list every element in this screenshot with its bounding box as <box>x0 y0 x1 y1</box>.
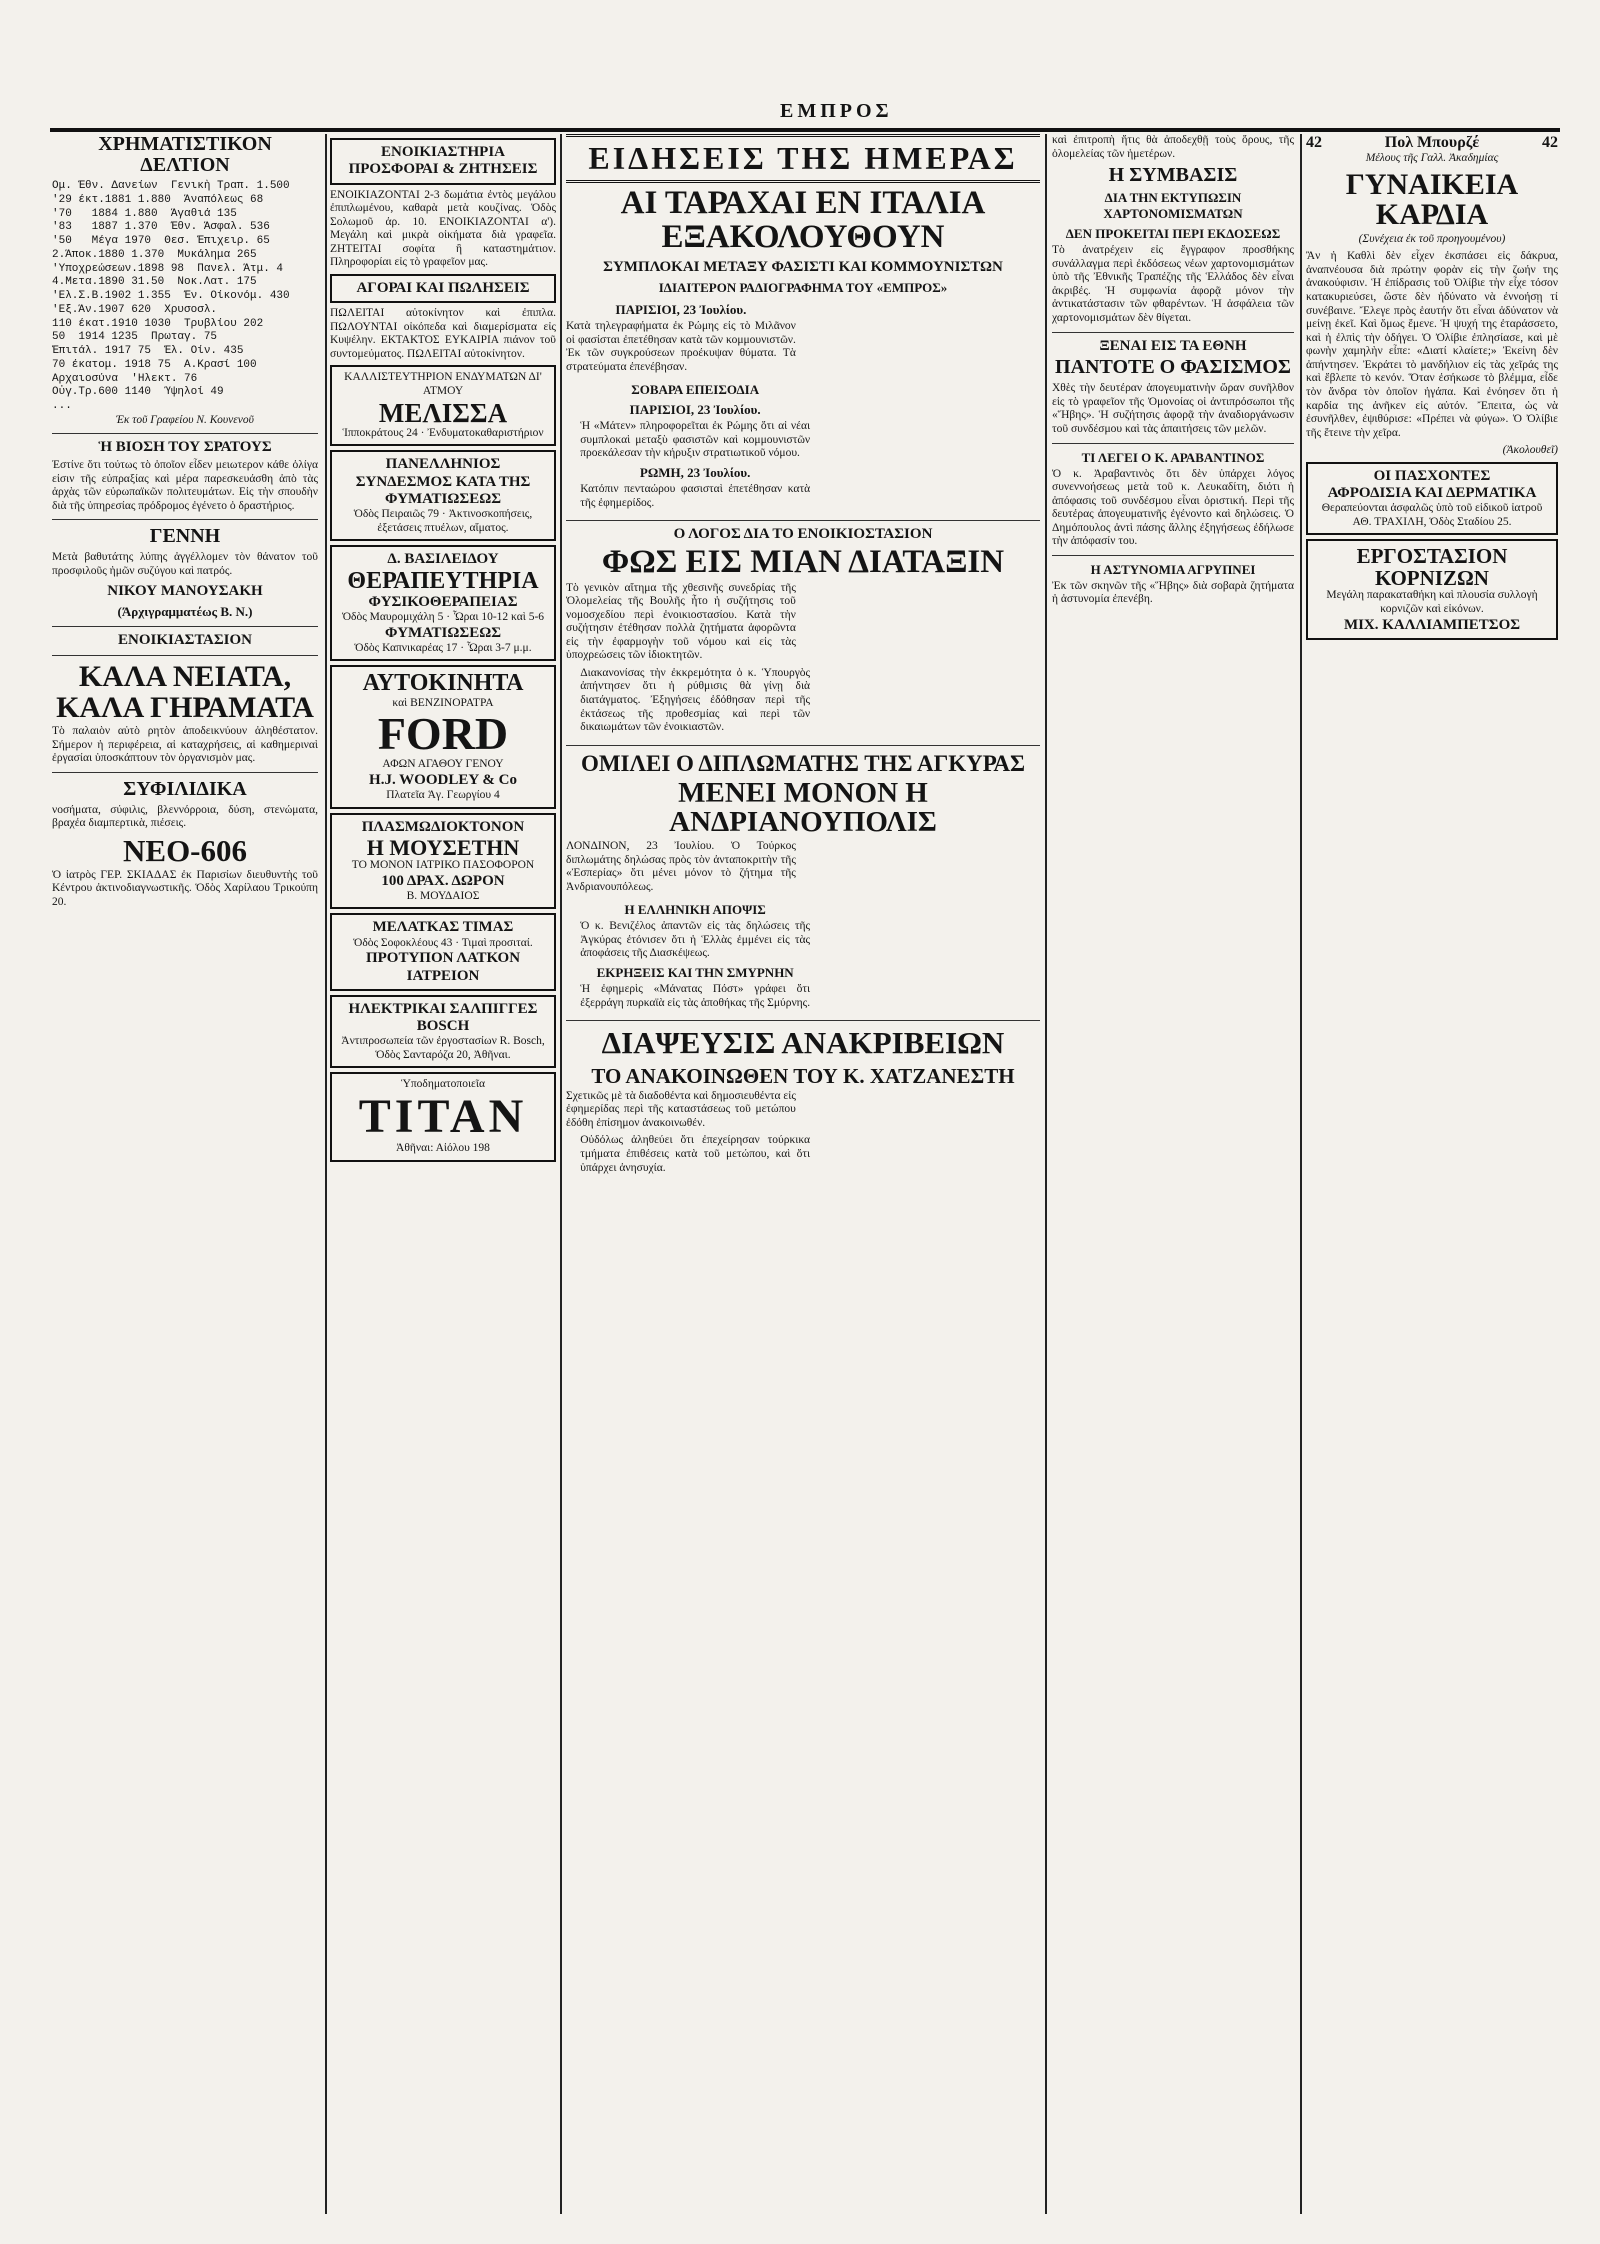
article-text: Κατόπιν πενταώρου φασισταὶ ἐπετέθησαν κατὰ τῆς ἐφημερίδος. <box>580 483 811 509</box>
melissa-ad <box>330 365 556 446</box>
ad-company: H.J. WOODLEY & Co <box>369 771 517 788</box>
ad-address: Ἀθῆναι: Αἰόλου 198 <box>396 1142 490 1155</box>
ad-subtitle: ΦΥΜΑΤΙΩΣΕΩΣ <box>384 624 502 641</box>
ad-heading: ΣΥΦΙΛΙΔΙΚΑ <box>123 777 247 800</box>
ad-subtitle: ΠΡΟΤΥΠΟΝ ΛΑΤΚΟΝ ΙΑΤΡΕΙΟΝ <box>365 950 521 984</box>
column-1 <box>52 134 318 2214</box>
article-text: Ἡ ἐφημερὶς «Μάνατας Πόστ» γράφει ὅτι ἐξερράγη πυρκαϊὰ εἰς τὰς ἀποθήκας τῆς Σμύρνης. <box>580 982 811 1009</box>
ad-text: Μεγάλη παρακαταθήκη καὶ πλουσία συλλογὴ κορνιζῶν καὶ εἰκόνων. <box>1326 589 1538 616</box>
article-text: Έστίνε ὅτι τούτως τὸ ὁποῖον εἶδεν μειωτερον κάθε ὀλίγα εἰσιν τῆς εὐπραξίας καὶ μέρα παρεσκευάσθη ἀπὸ τὰς ἀρχὰς τῶν εὐρωπαϊκῶν πολιτευμάτων. Εἰς τὴν σπουδὴν διὰ τῆς ὑπηρεσίας πρόδρομος ἐγένετο ὁ δραστήριος. <box>52 459 318 512</box>
article-text: Σχετικῶς μὲ τὰ διαδοθέντα καὶ δημοσιευθέντα εἰς ἐφημερίδας περὶ τῆς καταστάσεως τοῦ μετώπου ἐδόθη ἐπίσημον ἀνακοινωθέν. <box>566 1089 796 1129</box>
divider <box>1052 555 1294 556</box>
article-heading-big: ΠΑΝΤΟΤΕ Ο ΦΑΣΙΣΜΟΣ <box>1055 356 1291 379</box>
column-3 <box>566 134 1040 2214</box>
stock-bulletin-title: ΧΡΗΜΑΤΙΣΤΙΚΟΝ ΔΕΛΤΙΟΝ <box>98 134 272 176</box>
ad-text: Ὁδὸς Καπνικαρέας 17 · Ὧραι 3-7 μ.μ. <box>354 641 532 654</box>
ad-title: ΜΕΛΑΤΚΑΣ ΤΙΜΑΣ <box>372 919 514 936</box>
tuberculosis-ad <box>330 450 556 541</box>
clinic-ad <box>1306 462 1558 536</box>
ad-text: Ὁδὸς Μαυρομιχάλη 5 · Ὧραι 10-12 καὶ 5-6 <box>341 610 545 623</box>
ad-text: ΑΦΩΝ ΑΓΑΘΟΥ ΓΕΝΟΥ <box>382 758 504 771</box>
ad-title: ΑΥΤΟΚΙΝΗΤΑ <box>362 670 524 697</box>
notice-name: ΝΙΚΟΥ ΜΑΝΟΥΣΑΚΗ <box>107 583 263 600</box>
article-text: Ἡ «Μάτεν» πληροφορεῖται ἐκ Ρώμης ὅτι αἱ νέαι συμπλοκαὶ μεταξὺ φασιστῶν καὶ κομμουνιστῶν προεκάλεσαν τὴν κήρυξιν στρατιωτικοῦ νόμου. <box>580 420 811 460</box>
ad-name: Β. ΜΟΥΔΑΙΟΣ <box>406 889 480 902</box>
ad-subtitle: ΦΥΣΙΚΟΘΕΡΑΠΕΙΑΣ <box>368 593 518 610</box>
masthead <box>50 100 1560 132</box>
article-column <box>580 898 810 1014</box>
column-5 <box>1306 134 1558 2214</box>
ad-title: ΕΡΓΟΣΤΑΣΙΟΝ ΚΟΡΝΙΖΩΝ <box>1356 544 1508 591</box>
divider <box>52 519 318 520</box>
column-rule <box>1300 134 1302 2214</box>
dateline: ΠΑΡΙΣΙΟΙ, 23 Ἰουλίου. <box>629 402 761 418</box>
ad-reward: 100 ΔΡΑΧ. ΔΩΡΟΝ <box>381 872 505 889</box>
divider <box>52 655 318 656</box>
subheading: ΤΟ ΑΝΑΚΟΙΝΩΘΕΝ ΤΟΥ Κ. ΧΑΤΖΑΝΕΣΤΗ <box>591 1063 1015 1088</box>
subheading: Η ΕΛΛΗΝΙΚΗ ΑΠΟΨΙΣ <box>624 902 766 918</box>
article-heading: ΞΕΝΑΙ ΕΙΣ ΤΑ ΕΘΝΗ <box>1099 337 1247 354</box>
headline-denial: ΔΙΑΨΕΥΣΙΣ ΑΝΑΚΡΙΒΕΙΩΝ <box>601 1025 1005 1061</box>
headline-ankara-big: ΜΕΝΕΙ ΜΟΝΟΝ Η ΑΝΔΡΙΑΝΟΥΠΟΛΙΣ <box>669 776 937 839</box>
serial-continued: (Συνέχεια ἐκ τοῦ προηγουμένου) <box>1358 232 1506 245</box>
market-title: ΑΓΟΡΑΙ ΚΑΙ ΠΩΛΗΣΕΙΣ <box>356 279 530 296</box>
notice-subtitle: (Άρχιγραμματέως Β. Ν.) <box>117 604 253 620</box>
notice-heading: ΓΕΝΝΗ <box>149 525 221 548</box>
ad-title: ΜΕΛΙΣΣΑ <box>378 397 508 428</box>
column-rule <box>1045 134 1047 2214</box>
article-column <box>566 298 796 378</box>
ad-text: Ὁδὸς Σοφοκλέους 43 · Τιμαὶ προσιταί. <box>353 936 533 949</box>
classifieds-title: ΕΝΟΙΚΙΑΣΤΗΡΙΑ ΠΡΟΣΦΟΡΑΙ & ΖΗΤΗΣΕΙΣ <box>348 144 538 178</box>
vasileiou-ad <box>330 545 556 661</box>
stock-footer: Έκ τοῦ Γραφείου Ν. Κουνενοῦ <box>116 413 254 426</box>
article-column <box>580 667 810 739</box>
column-2 <box>330 134 556 2214</box>
article-column <box>566 840 796 898</box>
titan-ad <box>330 1072 556 1162</box>
article-column <box>580 1134 810 1179</box>
dateline: ΡΩΜΗ, 23 Ἰουλίου. <box>639 465 751 480</box>
section-title: ΕΙΔΗΣΕΙΣ ΤΗΣ ΗΜΕΡΑΣ <box>588 140 1018 176</box>
stock-table: Ομ. Έθν. Δανείων Γενικὴ Τραπ. 1.500 '29 έκτ.1881 1.880 Άναπόλεως 68 '70 1884 1.880 Άγαθιά 135 '83 1887 1.370 Έθν. Άσφαλ. 536 '50 Μέγα 1970 Θεσ. Έπιχειρ. 65 2.Άποκ.1880 1.370 Μυκάλημα 265 'Υποχρεώσεων.1898 98 Πανελ. Άτμ. 4 4.Μετα.1890 31.50 Νοκ.Λατ. 175 'Ελ.Σ.Β.1902 1.355 Έν. Οίκονόμ. 430 'Εξ.Άν.1907 620 Χρυσοσλ. 110 έκατ.1910 1030 Τρυβλίου 202 50 1914 1235 Πρωταγ. 75 Έπιτάλ. 1917 75 Έλ. Οίν. 435 70 έκατομ. 1918 75 Α.Κρασί 100 Αρχαιοσύνα 'Ηλεκτ. 76 Οὐγ.Τρ.600 1140 Ύψηλοί 49 ... <box>52 180 290 412</box>
ad-text: νοσήματα, σύφιλις, βλεννόρροια, δύση, στενώματα, βραχέα διαμπερτικὰ, πιέσεις. <box>52 803 318 830</box>
mouseion-ad <box>330 813 556 910</box>
article-heading: Ἡ ΒΙΟΣΗ ΤΟΥ ΣΡΑΤΟΥΣ <box>98 439 272 456</box>
bosch-ad <box>330 995 556 1069</box>
article-text: ΛΟΝΔΙΝΟΝ, 23 Ἰουλίου. Ὁ Τούρκος διπλωμάτης δηλώσας πρὸς τὸν ἀνταποκριτὴν τῆς «Ἐσπερίας» ὅτι μένει μόνον τὸ ζήτημα τῆς Ἀνδριανουπόλεως. <box>566 840 796 893</box>
headline-rent-big: ΦΩΣ ΕΙΣ ΜΙΑΝ ΔΙΑΤΑΞΙΝ <box>601 543 1005 580</box>
ad-title: ΘΕΡΑΠΕΥΤΗΡΙΑ <box>347 567 539 594</box>
subheading: ΔΙΑ ΤΗΝ ΕΚΤΥΠΩΣΙΝ ΧΑΡΤΟΝΟΜΙΣΜΑΤΩΝ <box>1103 190 1243 222</box>
article-text: Διακανονίσας τὴν ἐκκρεμότητα ὁ κ. Ὑπουργὸς ἀπήντησεν ὅτι ἡ ρύθμισις θὰ γίνῃ διὰ διατάγματος. Ἐξηγήσεις ἐδόθησαν περὶ τῆς ἐκτάσεως τῆς προθεσμίας καὶ περὶ τῶν δικαιωμάτων τῶν ἐνοικιαστῶν. <box>580 666 811 734</box>
subheading: ΣΟΒΑΡΑ ΕΠΕΙΣΟΔΙΑ <box>631 382 760 398</box>
ad-text: Ὁδὸς Πειραιῶς 79 · Ἀκτινοσκοπήσεις, ἐξετάσεις πτυέλων, αἵματος. <box>353 508 533 534</box>
article-text: Ἐκ τῶν σκηνῶν τῆς «Ἥβης» διὰ σοβαρὰ ζητήματα ἡ ἀστυνομία ἐπενέβη. <box>1052 579 1294 606</box>
frames-ad <box>1306 539 1558 639</box>
paper-name: ΕΜΠΡΟΣ <box>780 100 893 122</box>
ad-title: ΠΛΑΣΜΩΔΙΟΚΤΟΝΟΝ <box>361 818 525 835</box>
article-heading: Η ΣΥΜΒΑΣΙΣ <box>1108 164 1238 187</box>
divider <box>1052 443 1294 444</box>
serial-signoff: (Ἀκολουθεῖ) <box>1502 444 1558 457</box>
ad-text: Ἀντιπροσωπεία τῶν ἐργοστασίων R. Bosch, Ὁδὸς Σανταρόζα 20, Ἀθῆναι. <box>341 1035 545 1061</box>
ad-text: Ἱπποκράτους 24 · Ἐνδυματοκαθαριστήριον <box>342 426 544 439</box>
ford-logo: FORD <box>377 708 509 760</box>
market-header <box>330 274 556 303</box>
market-text: ΠΩΛΕΙΤΑΙ αὐτοκίνητον καὶ ἐπιπλα. ΠΩΛΟΥΝΤΑΙ οἰκόπεδα καὶ διαμερίσματα εἰς Κυψέλην. ΕΚΤΑΚΤΟΣ ΕΥΚΑΙΡΙΑ πιάνον τοῦ συντομεύματος. ΠΩΛΕΙΤΑΙ αὐτοκίνητον. <box>330 307 556 360</box>
notice-text: Μετὰ βαθυτάτης λύπης ἀγγέλλομεν τὸν θάνατον τοῦ προσφιλοῦς ἡμῶν συζύγου καὶ πατρός. <box>52 551 318 577</box>
ad-title: ΠΑΝΕΛΛΗΝΙΟΣ ΣΥΝΔΕΣΜΟΣ ΚΑΤΑ ΤΗΣ ΦΥΜΑΤΙΩΣΕΩΣ <box>355 456 531 507</box>
clinic-ad <box>330 913 556 990</box>
ad-address: Πλατεῖα Ἁγ. Γεωργίου 4 <box>386 789 500 802</box>
serial-author: Πολ Μπουρζέ <box>1384 134 1480 151</box>
ad-text: Ὁ ἰατρὸς ΓΕΡ. ΣΚΙΑΔΑΣ ἐκ Παρισίων διευθυντὴς τοῦ Κέντρου ἀκτινοδιαγνωστικῆς. Ὁδὸς Χαρίλαου Τρικούπη 20. <box>52 868 318 908</box>
article-column <box>566 1090 796 1135</box>
headline-ankara: ΟΜΙΛΕΙ Ο ΔΙΠΛΩΜΑΤΗΣ ΤΗΣ ΑΓΚΥΡΑΣ <box>580 750 1026 776</box>
article-text: Ὁ κ. Βενιζέλος ἀπαντῶν εἰς τὰς δηλώσεις τῆς Ἀγκύρας ἐτόνισεν ὅτι ἡ Ἑλλὰς ἐμμένει εἰς τὰς ἀποφάσεις τῆς Διασκέψεως. <box>580 920 811 960</box>
ford-ad <box>330 665 556 808</box>
article-text: Κατὰ τηλεγραφήματα ἐκ Ρώμης εἰς τὸ Μιλᾶνον οἱ φασίσται ἐπετέθησαν κατὰ τῶν κομμουνιστῶν. Ἐκ τῶν συγκρούσεων προέκυψαν θύματα. Τὰ στρατεύματα ἐπενέβησαν. <box>566 320 796 373</box>
ad-title: ΟΙ ΠΑΣΧΟΝΤΕΣ <box>1373 467 1491 484</box>
dateline: ΠΑΡΙΣΙΟΙ, 23 Ἰουλίου. <box>615 302 747 318</box>
ad-headline: ΝΕΟ-606 <box>123 832 247 868</box>
column-4 <box>1052 134 1294 2214</box>
classifieds-header <box>330 138 556 185</box>
subheading: ΙΔΙΑΙΤΕΡΟΝ ΡΑΔΙΟΓΡΑΦΗΜΑ ΤΟΥ «ΕΜΠΡΟΣ» <box>658 280 948 296</box>
classifieds-text: ΕΝΟΙΚΙΑΖΟΝΤΑΙ 2-3 δωμάτια ἐντὸς μεγάλου ἐπιπλωμένου, καθαρὰ μετὰ κουζίνας. Ὁδὸς Σολωμοῦ ἀρ. 10. ΕΝΟΙΚΙΑΖΟΝΤΑΙ α'). Μεγάλη καὶ μικρὰ οἰκήματα διὰ γραφεῖα. ΖΗΤΕΙΤΑΙ σοφίτα ἢ καταστημάτιον. Πληροφορίαι εἰς τὸ γραφεῖον μας. <box>330 188 556 269</box>
ad-heading: ΕΝΟΙΚΙΑΣΤΑΣΙΟΝ <box>117 632 252 649</box>
article-text: Τὸ ἀνατρέχειν εἰς ἔγγραφον προσθήκης συνάλλαγμα περὶ ἐκδόσεως νέων χαρτονομισμάτων ὑπὸ τῆς Ἐθνικῆς Τραπέζης τῆς Ἑλλάδος δὲν εἶναι ἀκριβές. Ἡ συμφωνία ἀφορᾷ μόνον τὴν ἀντικατάστασιν τῶν φθαρέντων. Ἡ ἀσφάλεια τῶν χαρτονομισμάτων δὲν θίγεται. <box>1052 244 1294 324</box>
article-column <box>566 582 796 667</box>
subheading: ΣΥΜΠΛΟΚΑΙ ΜΕΤΑΞΥ ΦΑΣΙΣΤΙ ΚΑΙ ΚΟΜΜΟΥΝΙΣΤΩΝ <box>603 259 1003 276</box>
serial-header <box>1306 134 1558 152</box>
serial-title: ΓΥΝΑΙΚΕΙΑ ΚΑΡΔΙΑ <box>1345 167 1519 232</box>
headline-italy: ΑΙ ΤΑΡΑΧΑΙ ΕΝ ΙΤΑΛΙΑ ΕΞΑΚΟΛΟΥΘΟΥΝ <box>620 185 986 255</box>
ad-subtitle: Ὑποδηματοποιεῖα <box>400 1078 486 1091</box>
ad-name: Δ. ΒΑΣΙΛΕΙΔΟΥ <box>387 551 499 568</box>
article-text: Ὁ κ. Ἀραβαντινὸς ὅτι δὲν ὑπάρχει λόγος συνεννοήσεως μετὰ τοῦ κ. Λευκαδίτη, διότι ἡ ἀπόφασις τοῦ συνδέσμου εἶναι ὁριστική. Περὶ τῆς δευτέρας ἀπογευματινῆς ἐγένοντο καὶ δηλώσεις. Ὁ Δημόπουλος ἀντὶ πάσης ἄλλης ἐξηγήσεως ἐδήλωσε τὴν ἀπόφασίν του. <box>1052 467 1294 548</box>
divider <box>566 745 1040 746</box>
divider <box>1052 332 1294 333</box>
serial-number: 42 <box>1306 134 1322 151</box>
article-heading: Η ΑΣΤΥΝΟΜΙΑ ΑΓΡΥΠΝΕΙ <box>1090 561 1256 577</box>
serial-subtitle: Μέλους τῆς Γαλλ. Ἀκαδημίας <box>1365 152 1499 164</box>
subheading: ΕΚΡΗΞΕΙΣ ΚΑΙ ΤΗΝ ΣΜΥΡΝΗΝ <box>596 964 794 980</box>
article-text: καὶ ἐπιτροπὴ ἥτις θὰ ἀποδεχθῇ τοὺς ὅρους, τῆς ὁλομελείας τῶν ἡμετέρων. <box>1052 134 1294 160</box>
ad-subtitle: ΤΟ ΜΟΝΟΝ ΙΑΤΡΙΚΟ ΠΑΣΟΦΟΡΟΝ <box>351 859 535 872</box>
ad-subtitle: ΚΑΛΛΙΣΤΕΥΤΗΡΙΟΝ ΕΝΔΥΜΑΤΩΝ ΔΙ' ΑΤΜΟΥ <box>344 371 542 397</box>
headline-rent: Ο ΛΟΓΟΣ ΔΙΑ ΤΟ ΕΝΟΙΚΙΟΣΤΑΣΙΟΝ <box>673 526 933 543</box>
article-heading: ΤΙ ΛΕΓΕΙ Ο Κ. ΑΡΑΒΑΝΤΙΝΟΣ <box>1081 449 1265 465</box>
ad-headline: ΚΑΛΑ ΝΕΙΑΤΑ, ΚΑΛΑ ΓΗΡΑΜΑΤΑ <box>56 659 314 724</box>
titan-logo: TITAN <box>358 1089 528 1143</box>
divider <box>566 1020 1040 1021</box>
article-column <box>580 378 810 514</box>
divider <box>52 772 318 773</box>
divider <box>566 520 1040 521</box>
ad-text: Θεραπεύονται ἀσφαλῶς ὑπὸ τοῦ εἰδικοῦ ἰατροῦ ΑΘ. ΤΡΑΧΙΛΗ, Ὁδὸς Σταδίου 25. <box>1321 502 1543 528</box>
article-text: Οὐδόλως ἀληθεύει ὅτι ἐπεχείρησαν τούρκικα τμήματα ἐπιθέσεις κατὰ τοῦ μετώπου, καὶ ὅτι ὑπάρχει ἀνησυχία. <box>580 1134 811 1174</box>
ad-subtitle: ΑΦΡΟΔΙΣΙΑ ΚΑΙ ΔΕΡΜΑΤΙΚΑ <box>1327 485 1537 501</box>
article-text: Χθὲς τὴν δευτέραν ἀπογευματινὴν ὥραν συνῆλθον εἰς τὸ γραφεῖον τῆς Ὁμονοίας οἱ ἀντιπρόσωποι τῆς «Ἥβης». Ἡ συζήτησις ἀφορᾷ τὴν ἀναδιοργάνωσιν τοῦ συνδέσμου καὶ τὰς ἀπαιτήσεις τῶν μελῶν. <box>1052 382 1294 435</box>
column-rule <box>325 134 327 2214</box>
ad-brand: Η ΜΟΥΣΕΤΗΝ <box>366 835 520 861</box>
ad-title: ΗΛΕΚΤΡΙΚΑΙ ΣΑΛΠΙΓΓΕΣ BOSCH <box>348 1000 538 1035</box>
article-text: Τὸ γενικὸν αἴτημα τῆς χθεσινῆς συνεδρίας τῆς Ὁλομελείας τῆς Βουλῆς ἦτο ἡ συζήτησις τοῦ νομοσχεδίου περὶ ἐνοικιοστασίου. Κατὰ τὴν συζήτησιν ἐτέθησαν πολλὰ ζητήματα ἀφορῶντα εἰς τὴν ἐφαρμογὴν τοῦ νόμου καὶ εἰς τὰς ὑποχρεώσεις τῶν ἰδιοκτητῶν. <box>566 581 796 662</box>
ad-subtitle: καὶ ΒΕΝΖΙΝΟΡΑΤΡΑ <box>392 696 494 709</box>
divider <box>52 433 318 434</box>
serial-text: Ἂν ἡ Καθλὶ δὲν εἶχεν ἐκσπάσει εἰς δάκρυα, ἀναπνέουσα διὰ πρώτην φορὰν εἰς τὴν ζωήν της ἀνακούφισιν. Ἡ ἐπίδρασις τοῦ Ὀλίβιε τὴν εἶχε τόσον κατακυριεύσει, ὥστε δὲν ἠδύνατο νὰ ἐννοήσῃ τί συνέβαινε. Ἔλεγε πρὸς ἑαυτήν ὅτι εἶναι ἀδύνατον νὰ μείνῃ ἐκεῖ. Καὶ ὅμως ἔμενε. Ἡ ψυχή της ἐταράσσετο, καὶ ἡ ἐλπὶς τὴν ὁδήγει. Ὁ Ὀλίβιε ἐπλησίασε, καὶ μὲ φωνὴν χαμηλὴν εἶπε: «Διατί κλαίετε;» Ἐκείνη δὲν ἀπήντησεν. Ἐκράτει τὸ μανδήλιον εἰς τὰς χεῖράς της καὶ ἔβλεπε τὸ κενόν. Ὅταν ἐσήκωσε τὸ βλέμμα, εἶδε τὸν ἄνδρα τὸν ὁποῖον ἠγάπα. Καὶ ἐνόησεν ὅτι ἡ καρδία της ἀνῆκεν εἰς αὐτόν. Ἔπειτα, ὡς νὰ ἐσυνῆλθεν, ἐψιθύρισε: «Πρέπει νὰ φύγω». Ὁ Ὀλίβιε τῆς ἔτεινε τὴν χεῖρα. <box>1306 250 1558 439</box>
ad-text: Τὸ παλαιὸν αὐτὸ ρητὸν ἀποδεικνύουν ἀληθέστατον. Σήμερον ἡ περιφέρεια, αἱ καταχρήσεις, αἱ καθημεριναὶ ἐργασίαι ὑποσκάπτουν τὸν ὀργανισμὸν μας. <box>52 725 318 765</box>
serial-number: 42 <box>1541 134 1558 151</box>
subheading: ΔΕΝ ΠΡΟΚΕΙΤΑΙ ΠΕΡΙ ΕΚΔΟΣΕΩΣ <box>1065 226 1281 242</box>
ad-company: ΜΙΧ. ΚΑΛΛΙΑΜΠΕΤΣΟΣ <box>1343 616 1521 633</box>
column-rule <box>560 134 562 2214</box>
divider <box>52 626 318 627</box>
section-banner <box>566 134 1040 183</box>
